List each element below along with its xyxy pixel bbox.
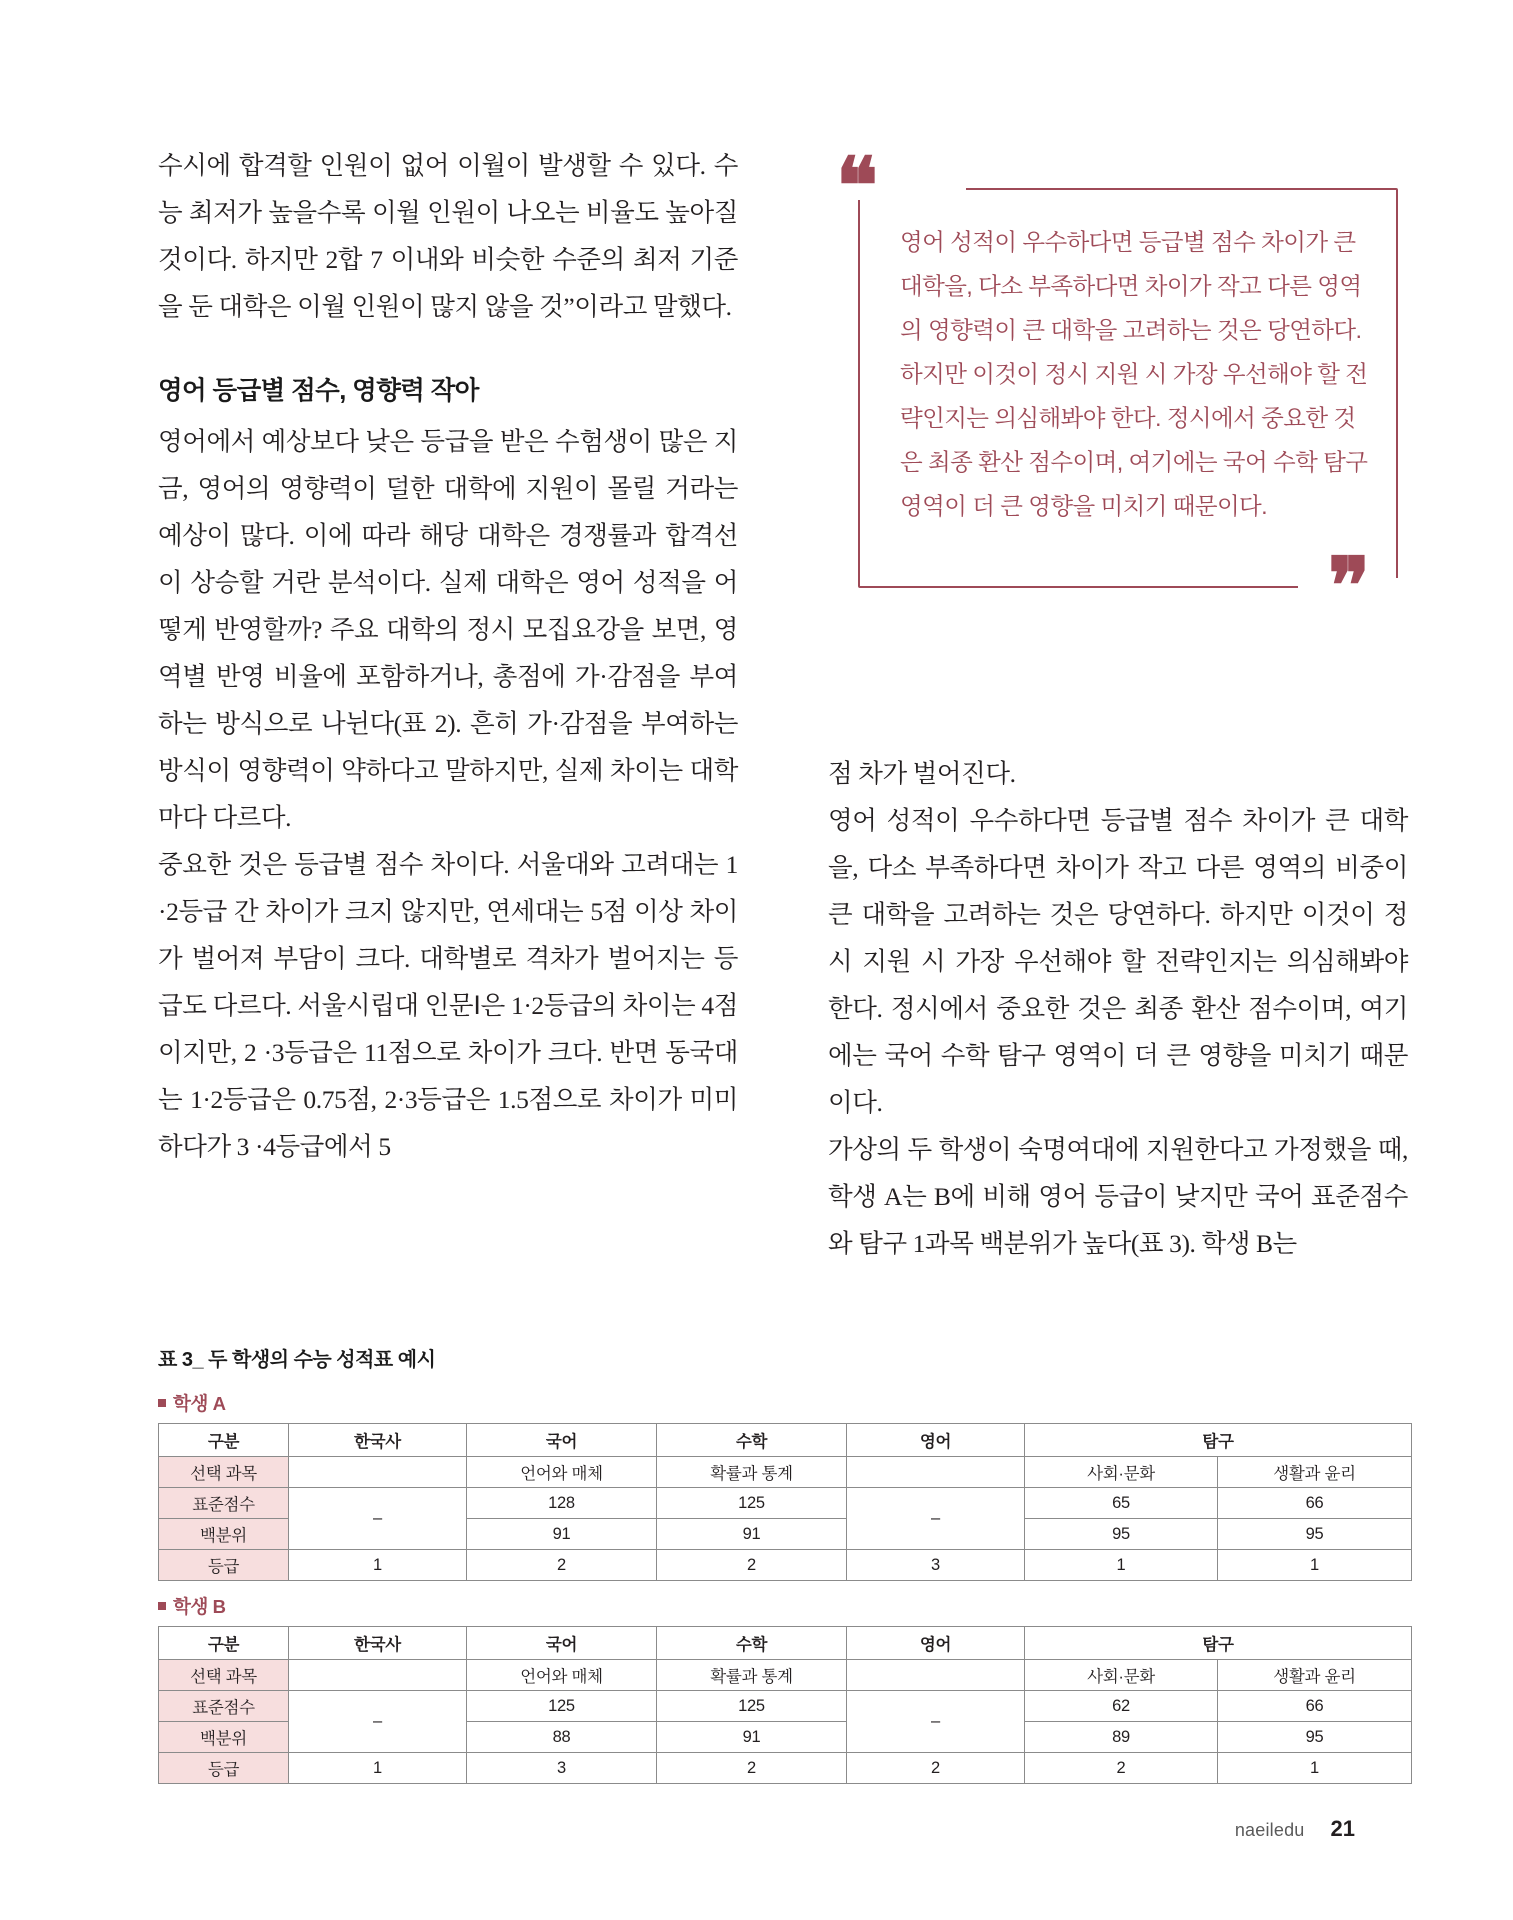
row-label-select: 선택 과목 [159, 1457, 289, 1488]
cell-a-grade-math: 2 [657, 1550, 847, 1581]
table-row [159, 1753, 1412, 1784]
table-row [159, 1691, 1412, 1722]
col-math: 수학 [657, 1627, 847, 1660]
cell-a-grade-tamgu2: 1 [1218, 1550, 1412, 1581]
table-caption: 표 3_ 두 학생의 수능 성적표 예시 [158, 1349, 436, 1371]
cell-a-standard-tamgu2: 66 [1218, 1488, 1412, 1519]
pull-quote [828, 140, 1413, 630]
left-column [158, 142, 738, 1170]
page-footer [1235, 1816, 1355, 1842]
cell-b-percentile-math: 91 [657, 1722, 847, 1753]
student-b-label [158, 1593, 1411, 1619]
cell-b-standard-tamgu1: 62 [1025, 1691, 1218, 1722]
cell-b-select-tamgu1: 사회·문화 [1025, 1660, 1218, 1691]
cell-a-grade-tamgu1: 1 [1025, 1550, 1218, 1581]
cell-b-grade-math: 2 [657, 1753, 847, 1784]
student-b-label-text: 학생 B [173, 1596, 226, 1617]
col-gubun: 구분 [159, 1627, 289, 1660]
row-label-standard: 표준점수 [159, 1691, 289, 1722]
pull-quote-text: 영어 성적이 우수하다면 등급별 점수 차이가 큰 대학을, 다소 부족하다면 차이가 작고 다른 영역의 영향력이 큰 대학을 고려하는 것은 당연하다. 하지만 이것이 정시 지원 시 가장 우선해야 할 전략인지는 의심해봐야 한다. 정시에서 중요한 것은 최종 환산 점수이며, 여기에는 국어 수학 탐구 영역이 더 큰 영향을 미치기 때문이다. [900, 229, 1368, 519]
cell-a-select-kor: 언어와 매체 [467, 1457, 657, 1488]
cell-b-standard-hangukas: – [289, 1691, 467, 1753]
row-label-standard: 표준점수 [159, 1488, 289, 1519]
table-row [159, 1488, 1412, 1519]
bullet-square-icon [158, 1399, 166, 1407]
cell-a-grade-eng: 3 [847, 1550, 1025, 1581]
cell-a-percentile-tamgu2: 95 [1218, 1519, 1412, 1550]
row-label-percentile: 백분위 [159, 1519, 289, 1550]
cell-a-percentile-math: 91 [657, 1519, 847, 1550]
cell-a-select-tamgu1: 사회·문화 [1025, 1457, 1218, 1488]
cell-b-grade-kor: 3 [467, 1753, 657, 1784]
cell-b-standard-eng: – [847, 1691, 1025, 1753]
col-gubun: 구분 [159, 1424, 289, 1457]
col-korean: 국어 [467, 1424, 657, 1457]
row-label-grade: 등급 [159, 1550, 289, 1581]
col-english: 영어 [847, 1424, 1025, 1457]
col-math: 수학 [657, 1424, 847, 1457]
student-b-table [158, 1626, 1412, 1784]
table-header-row [159, 1424, 1412, 1457]
col-hangukas: 한국사 [289, 1424, 467, 1457]
paragraph: 점 차가 벌어진다. [828, 759, 1016, 788]
col-hangukas: 한국사 [289, 1627, 467, 1660]
cell-a-grade-kor: 2 [467, 1550, 657, 1581]
cell-a-select-hangukas [289, 1457, 467, 1488]
row-label-grade: 등급 [159, 1753, 289, 1784]
student-a-label [158, 1390, 1411, 1416]
paragraph: 가상의 두 학생이 숙명여대에 지원한다고 가정했을 때, 학생 A는 B에 비해 영어 등급이 낮지만 국어 표준점수와 탐구 1과목 백분위가 높다(표 3). 학생 B는 [828, 1135, 1408, 1258]
cell-a-standard-tamgu1: 65 [1025, 1488, 1218, 1519]
quote-open-icon: ❝ [836, 143, 878, 230]
table-row [159, 1550, 1412, 1581]
cell-b-select-eng [847, 1660, 1025, 1691]
cell-a-grade-hangukas: 1 [289, 1550, 467, 1581]
cell-b-percentile-tamgu1: 89 [1025, 1722, 1218, 1753]
cell-a-select-math: 확률과 통계 [657, 1457, 847, 1488]
cell-a-percentile-tamgu1: 95 [1025, 1519, 1218, 1550]
cell-a-percentile-kor: 91 [467, 1519, 657, 1550]
cell-b-select-math: 확률과 통계 [657, 1660, 847, 1691]
col-english: 영어 [847, 1627, 1025, 1660]
paragraph: 영어에서 예상보다 낮은 등급을 받은 수험생이 많은 지금, 영어의 영향력이 덜한 대학에 지원이 몰릴 거라는 예상이 많다. 이에 따라 해당 대학은 경쟁률과 합격선이 상승할 거란 분석이다. 실제 대학은 영어 성적을 어떻게 반영할까? 주요 대학의 정시 모집요강을 보면, 영역별 반영 비율에 포함하거나, 총점에 가·감점을 부여하는 방식으로 나뉜다(표 2). 흔히 가·감점을 부여하는 방식이 영향력이 약하다고 말하지만, 실제 차이는 대학마다 다르다. [158, 427, 738, 832]
cell-b-standard-math: 125 [657, 1691, 847, 1722]
paragraph: 영어 성적이 우수하다면 등급별 점수 차이가 큰 대학을, 다소 부족하다면 차이가 작고 다른 영역의 비중이 큰 대학을 고려하는 것은 당연하다. 하지만 이것이 정시 지원 시 가장 우선해야 할 전략인지는 의심해봐야 한다. 정시에서 중요한 것은 최종 환산 점수이며, 여기에는 국어 수학 탐구 영역이 더 큰 영향을 미치기 때문이다. [828, 806, 1408, 1117]
cell-a-standard-math: 125 [657, 1488, 847, 1519]
student-a-label-text: 학생 A [173, 1393, 226, 1414]
cell-a-standard-hangukas: – [289, 1488, 467, 1550]
cell-b-standard-tamgu2: 66 [1218, 1691, 1412, 1722]
cell-b-select-kor: 언어와 매체 [467, 1660, 657, 1691]
cell-a-select-eng [847, 1457, 1025, 1488]
cell-b-grade-eng: 2 [847, 1753, 1025, 1784]
cell-b-select-tamgu2: 생활과 윤리 [1218, 1660, 1412, 1691]
paragraph: 수시에 합격할 인원이 없어 이월이 발생할 수 있다. 수능 최저가 높을수록 이월 인원이 나오는 비율도 높아질 것이다. 하지만 2합 7 이내와 비슷한 수준의 최저 기준을 둔 대학은 이월 인원이 많지 않을 것”이라고 말했다. [158, 151, 738, 321]
bullet-square-icon [158, 1602, 166, 1610]
cell-b-grade-tamgu2: 1 [1218, 1753, 1412, 1784]
page-number: 21 [1330, 1816, 1355, 1841]
brand-name: naeiledu [1234, 1820, 1305, 1840]
col-tamgu: 탐구 [1025, 1627, 1412, 1660]
cell-a-select-tamgu2: 생활과 윤리 [1218, 1457, 1412, 1488]
row-label-select: 선택 과목 [159, 1660, 289, 1691]
cell-b-standard-kor: 125 [467, 1691, 657, 1722]
table-header-row [159, 1627, 1412, 1660]
table-row [159, 1457, 1412, 1488]
col-korean: 국어 [467, 1627, 657, 1660]
quote-close-icon: ❞ [1328, 543, 1370, 630]
row-label-percentile: 백분위 [159, 1722, 289, 1753]
right-column [828, 750, 1408, 1267]
cell-b-select-hangukas [289, 1660, 467, 1691]
paragraph: 중요한 것은 등급별 점수 차이다. 서울대와 고려대는 1 ·2등급 간 차이가 크지 않지만, 연세대는 5점 이상 차이가 벌어져 부담이 크다. 대학별로 격차가 벌어지는 등급도 다르다. 서울시립대 인문Ⅰ은 1·2등급의 차이는 4점이지만, 2 ·3등급은 11점으로 차이가 크다. 반면 동국대는 1·2등급은 0.75점, 2·3등급은 1.5점으로 차이가 미미하다가 3 ·4등급에서 5 [158, 850, 738, 1161]
col-tamgu: 탐구 [1025, 1424, 1412, 1457]
cell-a-standard-kor: 128 [467, 1488, 657, 1519]
cell-b-percentile-kor: 88 [467, 1722, 657, 1753]
table-section [158, 1343, 1411, 1784]
cell-b-percentile-tamgu2: 95 [1218, 1722, 1412, 1753]
cell-b-grade-tamgu1: 2 [1025, 1753, 1218, 1784]
section-subheading: 영어 등급별 점수, 영향력 작아 [158, 377, 479, 405]
student-a-table [158, 1423, 1412, 1581]
cell-a-standard-eng: – [847, 1488, 1025, 1550]
cell-b-grade-hangukas: 1 [289, 1753, 467, 1784]
table-row [159, 1660, 1412, 1691]
